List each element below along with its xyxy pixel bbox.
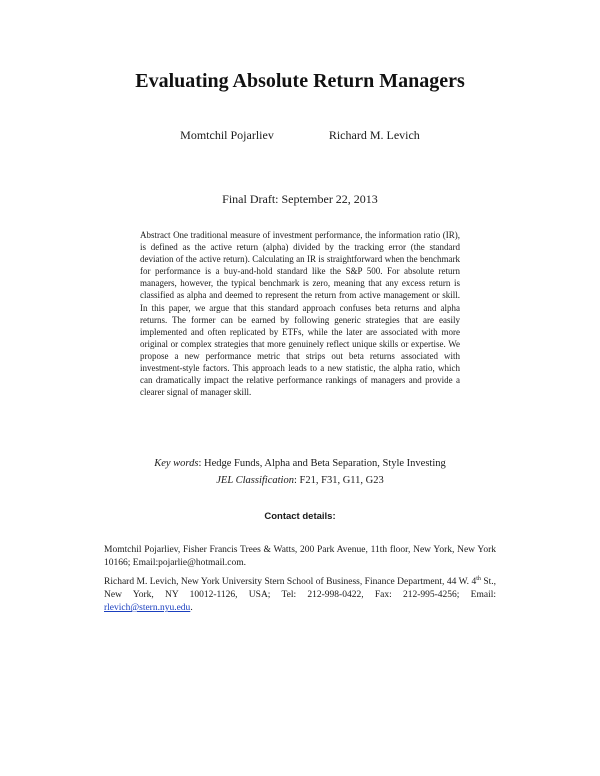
abstract-text: One traditional measure of investment performance, the information ratio (IR), is defined as the active return (alpha) divided by the tracking error (the standard deviation of the active return). Calculating an IR is straightforward when the benchmark for performance is a buy-and-hold standard like the S&P 500. For absolute return managers, however, the typical benchmark is zero, meaning that any excess return is classified as alpha and deemed to represent the return from active management or skill. In this paper, we argue that this standard approach confuses beta returns and alpha returns. The former can be earned by following generic strategies that are easily implemented and often replicated by ETFs, while the later are associated with more original or complex strategies that more genuinely reflect unique skills or expertise. We propose a new performance metric that strips out beta returns associated with investment-style factors. This approach leads to a new statistic, the alpha ratio, which can dramatically impact the relative performance rankings of managers and provide a clearer signal of manager skill. bbox=[140, 230, 460, 398]
keywords-line bbox=[0, 455, 600, 472]
ordinal-suffix: th bbox=[476, 575, 481, 582]
author-name: Momtchil Pojarliev bbox=[180, 128, 274, 142]
draft-date: Final Draft: September 22, 2013 bbox=[222, 192, 378, 206]
abstract bbox=[140, 229, 460, 398]
contact-phone-fax: St., New York, NY 10012-1126, USA; Tel: 212-998-0422, Fax: 212-995-4256; Email: bbox=[104, 577, 496, 600]
period: . bbox=[190, 603, 193, 613]
jel-label: JEL Classification bbox=[216, 475, 294, 486]
jel-value: : F21, F31, G11, G23 bbox=[293, 475, 384, 486]
contact-author-1: Momtchil Pojarliev, Fisher Francis Trees & Watts, 200 Park Avenue, 11th floor, New York, New York 10166; Email:pojarlie@hotmail.com. bbox=[104, 545, 496, 568]
keywords-label: Key words bbox=[154, 458, 199, 469]
contact-address: Richard M. Levich, New York University Stern School of Business, Finance Department, 44 W. 4 bbox=[104, 577, 477, 587]
email-link[interactable]: rlevich@stern.nyu.edu bbox=[104, 603, 191, 613]
keywords-value: : Hedge Funds, Alpha and Beta Separation, Style Investing bbox=[198, 458, 446, 469]
author-list bbox=[0, 128, 600, 143]
abstract-label: Abstract bbox=[140, 230, 171, 240]
contact-heading: Contact details: bbox=[264, 511, 336, 522]
keywords-block bbox=[0, 455, 600, 489]
contact-author-2 bbox=[104, 576, 496, 615]
author-name: Richard M. Levich bbox=[328, 128, 420, 142]
jel-line bbox=[0, 472, 600, 489]
paper-title: Evaluating Absolute Return Managers bbox=[135, 70, 465, 92]
